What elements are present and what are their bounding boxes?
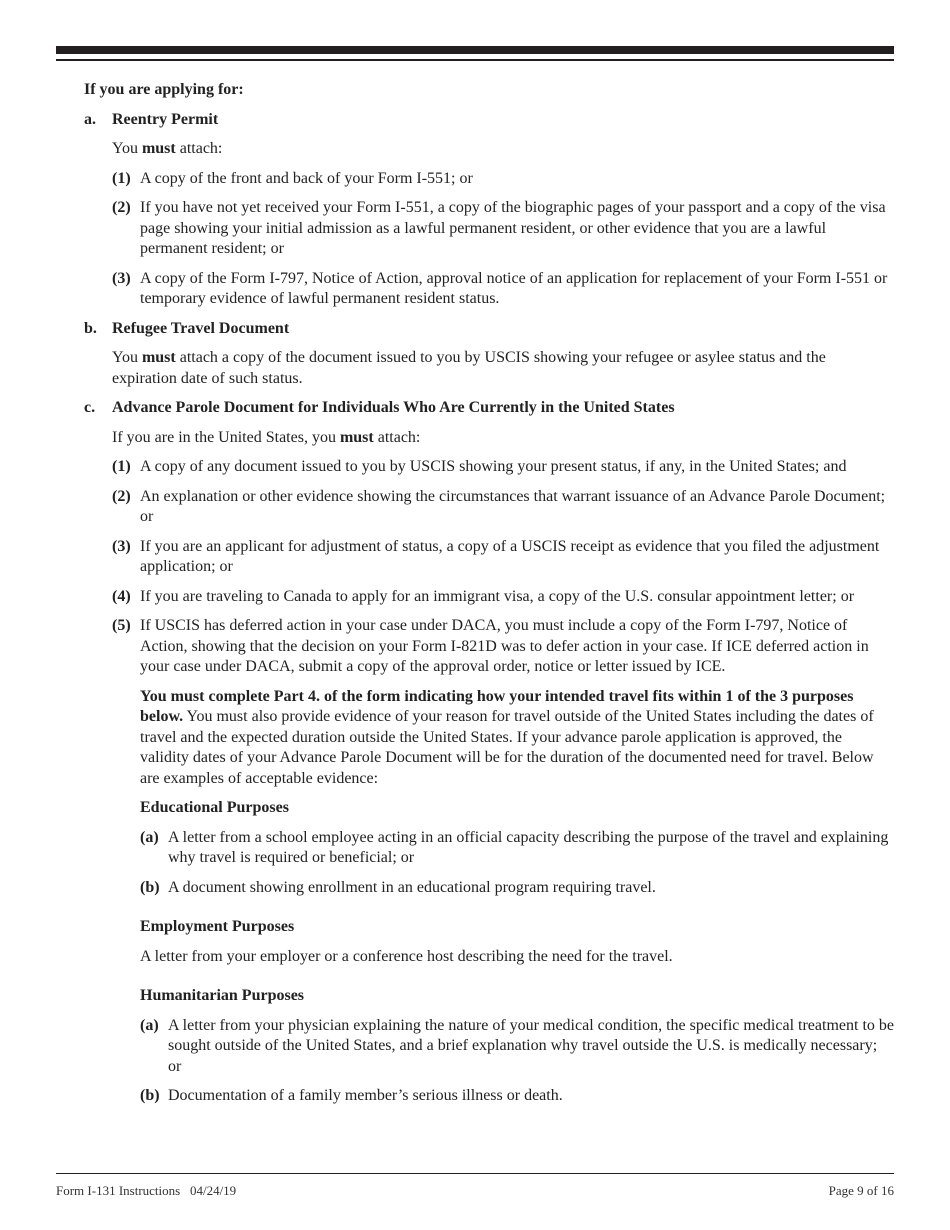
item-text: A copy of the Form I-797, Notice of Action, approval notice of an application for replacement of your Form I-551 or temporary evidence of lawful permanent resident status. (140, 269, 888, 307)
list-item (112, 198, 894, 260)
spacer (56, 976, 894, 986)
purpose-paragraph (140, 687, 894, 790)
employment-text: A letter from your employer or a conference host describing the need for the travel. (140, 947, 673, 965)
section-a-lead (112, 139, 894, 160)
item-text: A copy of the front and back of your Form I-551; or (140, 169, 473, 187)
section-c-heading (84, 398, 894, 419)
section-a-title: Reentry Permit (112, 110, 219, 128)
section-b-title: Refugee Travel Document (112, 319, 290, 337)
item-text: A letter from your physician explaining the nature of your medical condition, the specific medical treatment to be sought outside of the United States, and a brief explanation why travel outside the U.S. is medically necessary; or (168, 1016, 894, 1075)
item-text: Documentation of a family member’s serious illness or death. (168, 1087, 563, 1104)
section-a-heading (84, 110, 894, 131)
list-item (112, 487, 894, 528)
list-item (140, 828, 894, 869)
lead-text: attach a copy of the document issued to you by USCIS showing your refugee or asylee status and the expiration date of such status. (112, 349, 826, 387)
section-b-letter: b. (84, 319, 97, 337)
page-content (56, 80, 894, 1116)
list-item (112, 537, 894, 578)
intro-heading: If you are applying for: (84, 81, 244, 98)
lead-bold: must (339, 428, 374, 446)
humanitarian-heading: Humanitarian Purposes (140, 987, 305, 1004)
item-number: (4) (112, 587, 131, 605)
footer-form-id: Form I-131 Instructions 04/24/19 (56, 1183, 237, 1198)
header-rule-thin (56, 59, 894, 61)
lead-text: attach: (175, 140, 223, 157)
item-letter: (a) (140, 828, 159, 846)
section-b-text (112, 348, 894, 389)
item-text: An explanation or other evidence showing the circumstances that warrant issuance of an Advance Parole Document; or (140, 487, 886, 525)
item-text: If you are an applicant for adjustment of status, a copy of a USCIS receipt as evidence that you filed the adjustment application; or (140, 537, 880, 575)
spacer (56, 907, 894, 917)
lead-text: You (112, 349, 142, 366)
item-text: A document showing enrollment in an educational program requiring travel. (168, 878, 656, 896)
item-number: (2) (112, 199, 131, 216)
section-c-title: Advance Parole Document for Individuals Who Are Currently in the United States (112, 399, 675, 416)
item-number: (3) (112, 537, 131, 555)
section-a-letter: a. (84, 110, 96, 128)
item-number: (1) (112, 458, 131, 475)
list-item (112, 457, 894, 478)
lead-text: If you are in the United States, you (112, 428, 340, 446)
item-text: If USCIS has deferred action in your case under DACA, you must include a copy of the Form I-797, Notice of Action, showing that the decision on your Form I-821D was to defer action in your case. If ICE deferred action in your case under DACA, submit a copy of the approval order, notice or letter issued by ICE. (140, 617, 869, 675)
footer-rule (56, 1173, 894, 1174)
item-number: (5) (112, 617, 131, 634)
item-text: A letter from a school employee acting in an official capacity describing the purpose of the travel and explaining why travel is required or beneficial; or (168, 828, 889, 866)
purpose-bold: You must complete Part 4. of the form indicating how your intended travel fits within 1 of the 3 purposes below. (140, 687, 854, 725)
item-text: If you have not yet received your Form I-551, a copy of the biographic pages of your passport and a copy of the visa page showing your initial admission as a lawful permanent resident, or other evidence that you are a lawful permanent resident; or (140, 199, 886, 257)
list-item (112, 169, 894, 190)
purpose-text: You must also provide evidence of your reason for travel outside of the United States including the dates of travel and the expected duration outside the United States. If your advance parole application is approved, the validity dates of your Advance Parole Document will be for the duration of the documented need for travel. Below are examples of acceptable evidence: (140, 708, 874, 787)
item-number: (1) (112, 169, 131, 187)
educational-heading: Educational Purposes (140, 799, 289, 816)
lead-text: You (112, 140, 142, 157)
item-letter: (a) (140, 1016, 159, 1034)
item-text: If you are traveling to Canada to apply for an immigrant visa, a copy of the U.S. consular appointment letter; or (140, 587, 855, 605)
list-item (140, 1016, 894, 1078)
item-number: (3) (112, 269, 131, 287)
list-item (112, 269, 894, 310)
lead-text: attach: (373, 428, 421, 446)
item-letter: (b) (140, 878, 160, 896)
employment-heading: Employment Purposes (140, 918, 295, 935)
list-item (140, 1086, 894, 1107)
item-letter: (b) (140, 1087, 160, 1104)
section-b-heading (84, 319, 894, 340)
section-c-lead (112, 428, 894, 449)
page-number: Page 9 of 16 (828, 1183, 894, 1198)
list-item (112, 616, 894, 678)
lead-bold: must (141, 349, 176, 366)
header-rule-thick (56, 46, 894, 54)
item-text: A copy of any document issued to you by USCIS showing your present status, if any, in the United States; and (140, 458, 847, 475)
section-c-letter: c. (84, 399, 96, 416)
lead-bold: must (141, 140, 176, 157)
list-item (140, 878, 894, 899)
list-item (112, 587, 894, 608)
item-number: (2) (112, 487, 131, 505)
